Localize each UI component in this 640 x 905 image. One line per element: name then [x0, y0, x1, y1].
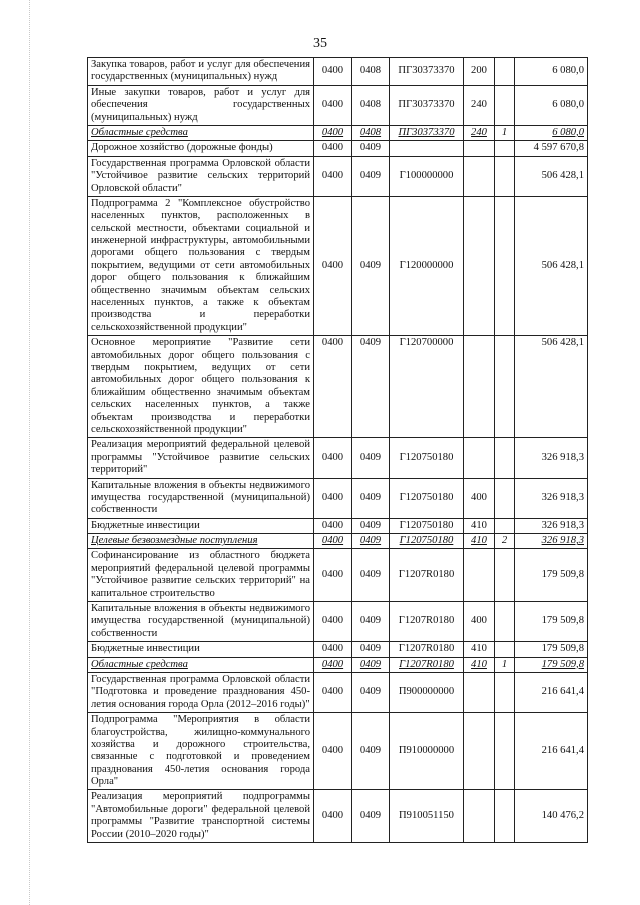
- subsection-code: 0409: [352, 790, 390, 843]
- amount: 326 918,3: [515, 518, 588, 533]
- funding-source-code: [495, 336, 515, 438]
- funding-source-code: [495, 85, 515, 125]
- row-name: Основное мероприятие "Развитие сети автомобильных дорог общего пользования с твердым покрытием, ведущих от сети автомобильных дорог общего пользования к ближайшим общественно значимым объектам сельских населенных пунктов, а также объектам производства и переработки сельскохозяйственной продукции": [88, 336, 314, 438]
- row-name: Софинансирование из областного бюджета мероприятий федеральной целевой программы "Устойчивое развитие сельских территорий" на капитальное строительство: [88, 549, 314, 602]
- table-row: [88, 672, 588, 712]
- target-article-code: Г1207R0180: [390, 602, 464, 642]
- subsection-code: 0409: [352, 336, 390, 438]
- subsection-code: 0409: [352, 534, 390, 549]
- row-name: Иные закупки товаров, работ и услуг для обеспечения государственных (муниципальных) нужд: [88, 85, 314, 125]
- expense-type-code: [464, 672, 495, 712]
- row-name: Закупка товаров, работ и услуг для обеспечения государственных (муниципальных) нужд: [88, 58, 314, 86]
- row-name: Государственная программа Орловской области "Устойчивое развитие сельских территорий Орловской области": [88, 156, 314, 196]
- target-article-code: Г100000000: [390, 156, 464, 196]
- expense-type-code: [464, 438, 495, 478]
- subsection-code: 0409: [352, 672, 390, 712]
- row-name: Государственная программа Орловской области "Подготовка и проведение празднования 450-летия основания города Орла (2012–2016 годы)": [88, 672, 314, 712]
- subsection-code: 0409: [352, 156, 390, 196]
- table-row: [88, 85, 588, 125]
- row-name: Капитальные вложения в объекты недвижимого имущества государственной (муниципальной) собственности: [88, 478, 314, 518]
- table-row: [88, 336, 588, 438]
- target-article-code: Г120750180: [390, 534, 464, 549]
- page-number: 35: [313, 36, 327, 51]
- expense-type-code: [464, 713, 495, 790]
- target-article-code: Г120750180: [390, 478, 464, 518]
- section-code: 0400: [314, 196, 352, 335]
- section-code: 0400: [314, 58, 352, 86]
- section-code: 0400: [314, 125, 352, 140]
- amount: 216 641,4: [515, 672, 588, 712]
- table-row: [88, 790, 588, 843]
- target-article-code: Г120750180: [390, 438, 464, 478]
- funding-source-code: [495, 602, 515, 642]
- funding-source-code: 1: [495, 125, 515, 140]
- subsection-code: 0409: [352, 141, 390, 156]
- amount: 179 509,8: [515, 549, 588, 602]
- amount: 506 428,1: [515, 156, 588, 196]
- section-code: 0400: [314, 336, 352, 438]
- table-row: [88, 602, 588, 642]
- expense-type-code: 410: [464, 642, 495, 657]
- funding-source-code: [495, 196, 515, 335]
- amount: 179 509,8: [515, 642, 588, 657]
- subsection-code: 0409: [352, 478, 390, 518]
- row-name: Бюджетные инвестиции: [88, 518, 314, 533]
- table-body: [88, 58, 588, 843]
- section-code: 0400: [314, 657, 352, 672]
- section-code: 0400: [314, 85, 352, 125]
- table-row: [88, 196, 588, 335]
- funding-source-code: [495, 672, 515, 712]
- row-name: Областные средства: [88, 657, 314, 672]
- amount: 506 428,1: [515, 336, 588, 438]
- amount: 4 597 670,8: [515, 141, 588, 156]
- funding-source-code: 1: [495, 657, 515, 672]
- amount: 216 641,4: [515, 713, 588, 790]
- row-name: Подпрограмма 2 "Комплексное обустройство населенных пунктов, расположенных в сельской местности, объектами социальной и инженерной инфраструктуры, автомобильными дорогами общего пользования с твердым покрытием, ведущими от сети автомобильных дорог общего пользования к ближайшим общественно значимым объектам сельских населенных пунктов, а также к объектам производства и переработки сельскохозяйственной продукции": [88, 196, 314, 335]
- section-code: 0400: [314, 713, 352, 790]
- table-row: [88, 657, 588, 672]
- target-article-code: Г120700000: [390, 336, 464, 438]
- funding-source-code: [495, 642, 515, 657]
- funding-source-code: [495, 549, 515, 602]
- funding-source-code: [495, 156, 515, 196]
- row-name: Подпрограмма "Мероприятия в области благоустройства, жилищно-коммунального хозяйства и дорожного строительства, связанные с подготовкой и проведением празднования 450-летия основания города Орла": [88, 713, 314, 790]
- expense-type-code: 400: [464, 602, 495, 642]
- target-article-code: П910051150: [390, 790, 464, 843]
- target-article-code: П900000000: [390, 672, 464, 712]
- expense-type-code: [464, 141, 495, 156]
- target-article-code: Г1207R0180: [390, 642, 464, 657]
- target-article-code: Г120750180: [390, 518, 464, 533]
- amount: 6 080,0: [515, 85, 588, 125]
- table-row: [88, 141, 588, 156]
- funding-source-code: 2: [495, 534, 515, 549]
- amount: 506 428,1: [515, 196, 588, 335]
- section-code: 0400: [314, 438, 352, 478]
- expense-type-code: 200: [464, 58, 495, 86]
- funding-source-code: [495, 713, 515, 790]
- section-code: 0400: [314, 790, 352, 843]
- table-row: [88, 478, 588, 518]
- row-name: Реализация мероприятий федеральной целевой программы "Устойчивое развитие сельских территорий": [88, 438, 314, 478]
- funding-source-code: [495, 58, 515, 86]
- expense-type-code: [464, 549, 495, 602]
- target-article-code: ПГ30373370: [390, 125, 464, 140]
- table-row: [88, 713, 588, 790]
- target-article-code: [390, 141, 464, 156]
- expense-type-code: [464, 790, 495, 843]
- expense-type-code: 410: [464, 518, 495, 533]
- section-code: 0400: [314, 602, 352, 642]
- target-article-code: ПГ30373370: [390, 85, 464, 125]
- funding-source-code: [495, 141, 515, 156]
- expense-type-code: 400: [464, 478, 495, 518]
- section-code: 0400: [314, 478, 352, 518]
- table-row: [88, 642, 588, 657]
- table-row: [88, 518, 588, 533]
- table-row: [88, 549, 588, 602]
- expense-type-code: 410: [464, 657, 495, 672]
- row-name: Областные средства: [88, 125, 314, 140]
- expense-type-code: 240: [464, 85, 495, 125]
- subsection-code: 0409: [352, 518, 390, 533]
- section-code: 0400: [314, 642, 352, 657]
- funding-source-code: [495, 478, 515, 518]
- row-name: Реализация мероприятий подпрограммы "Автомобильные дороги" федеральной целевой программы "Развитие транспортной системы России (2010–2020 годы)": [88, 790, 314, 843]
- section-code: 0400: [314, 518, 352, 533]
- row-name: Капитальные вложения в объекты недвижимого имущества государственной (муниципальной) собственности: [88, 602, 314, 642]
- target-article-code: Г1207R0180: [390, 549, 464, 602]
- subsection-code: 0409: [352, 713, 390, 790]
- subsection-code: 0409: [352, 549, 390, 602]
- funding-source-code: [495, 790, 515, 843]
- subsection-code: 0409: [352, 602, 390, 642]
- amount: 326 918,3: [515, 534, 588, 549]
- table-row: [88, 125, 588, 140]
- section-code: 0400: [314, 672, 352, 712]
- table-row: [88, 534, 588, 549]
- section-code: 0400: [314, 549, 352, 602]
- funding-source-code: [495, 438, 515, 478]
- expense-type-code: 410: [464, 534, 495, 549]
- amount: 179 509,8: [515, 657, 588, 672]
- amount: 179 509,8: [515, 602, 588, 642]
- budget-table: [87, 57, 588, 843]
- section-code: 0400: [314, 534, 352, 549]
- target-article-code: П910000000: [390, 713, 464, 790]
- amount: 140 476,2: [515, 790, 588, 843]
- expense-type-code: [464, 336, 495, 438]
- subsection-code: 0408: [352, 125, 390, 140]
- subsection-code: 0408: [352, 85, 390, 125]
- funding-source-code: [495, 518, 515, 533]
- section-code: 0400: [314, 156, 352, 196]
- subsection-code: 0408: [352, 58, 390, 86]
- target-article-code: Г120000000: [390, 196, 464, 335]
- row-name: Бюджетные инвестиции: [88, 642, 314, 657]
- subsection-code: 0409: [352, 657, 390, 672]
- table-row: [88, 58, 588, 86]
- table-row: [88, 156, 588, 196]
- target-article-code: Г1207R0180: [390, 657, 464, 672]
- section-code: 0400: [314, 141, 352, 156]
- table-row: [88, 438, 588, 478]
- left-margin-rule: [29, 0, 30, 905]
- subsection-code: 0409: [352, 642, 390, 657]
- amount: 326 918,3: [515, 478, 588, 518]
- expense-type-code: [464, 156, 495, 196]
- amount: 6 080,0: [515, 125, 588, 140]
- expense-type-code: [464, 196, 495, 335]
- row-name: Целевые безвозмездные поступления: [88, 534, 314, 549]
- row-name: Дорожное хозяйство (дорожные фонды): [88, 141, 314, 156]
- subsection-code: 0409: [352, 196, 390, 335]
- expense-type-code: 240: [464, 125, 495, 140]
- target-article-code: ПГ30373370: [390, 58, 464, 86]
- subsection-code: 0409: [352, 438, 390, 478]
- amount: 6 080,0: [515, 58, 588, 86]
- amount: 326 918,3: [515, 438, 588, 478]
